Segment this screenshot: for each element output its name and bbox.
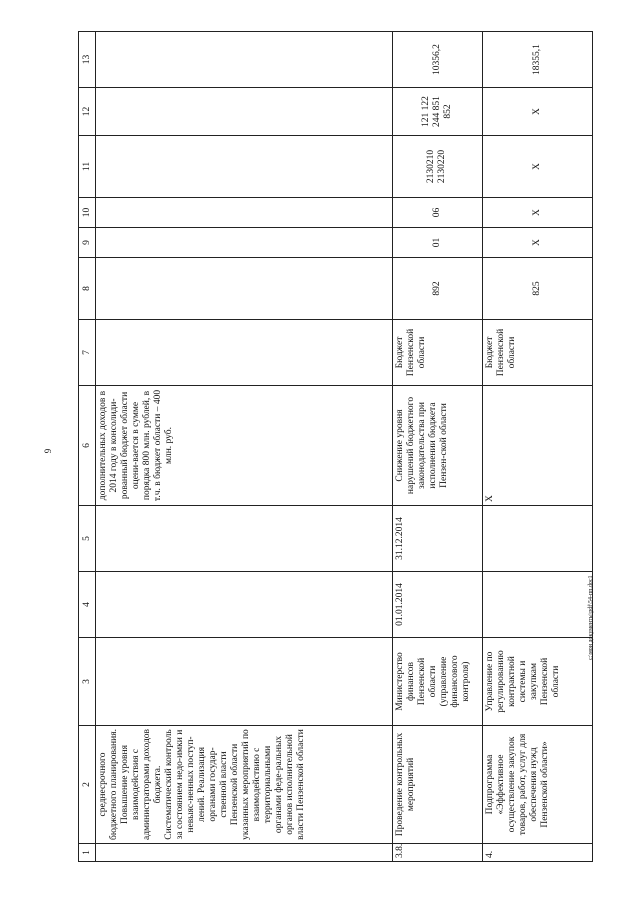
code-grbs [96,258,393,320]
footer-file-path: c:\мои документы\pdf\54-пп.doc1 [588,575,594,660]
code-pr: 06 [392,198,482,228]
expected-result: Х [482,386,592,506]
amount: 18355,1 [482,32,592,88]
code-rz: 01 [392,228,482,258]
table-row-continuation [96,32,393,862]
executor [96,638,393,726]
header-col-7: 7 [79,320,96,386]
executor: Министерство финансов Пензенской области (управление финансового контроля) [392,638,482,726]
code-csr: Х [482,136,592,198]
table-row-3-8 [392,32,482,862]
expected-result: дополнительных доходов в 2014 году в консолиди-рованный бюджет области оцени-вается в сумме порядка 800 млн. рублей, в т.ч. в бюджет области – 400 млн. руб. [96,386,393,506]
program-activities-table [78,31,593,862]
header-col-12: 12 [79,88,96,136]
funding-source: Бюджет Пензенской области [482,320,592,386]
start-date: 01.01.2014 [392,572,482,638]
end-date [482,506,592,572]
start-date [96,572,393,638]
header-col-13: 13 [79,32,96,88]
funding-source [96,320,393,386]
executor: Управление по регулированию контрактной системы и закупкам Пензенской области [482,638,592,726]
amount [96,32,393,88]
header-col-11: 11 [79,136,96,198]
funding-source: Бюджет Пензенской области [392,320,482,386]
code-pr [96,198,393,228]
header-row [79,32,96,862]
end-date: 31.12.2014 [392,506,482,572]
code-vr: 121 122 244 851 852 [392,88,482,136]
code-csr: 2130210 2130220 [392,136,482,198]
row-number: 3.8. [392,844,482,862]
code-vr: Х [482,88,592,136]
header-col-3: 3 [79,638,96,726]
header-col-10: 10 [79,198,96,228]
code-vr [96,88,393,136]
row-number: 4. [482,844,592,862]
expected-result: Снижение уровня нарушений бюджетного законодательства при исполнении бюджета Пензен-ской области [392,386,482,506]
code-grbs: 892 [392,258,482,320]
header-col-1: 1 [79,844,96,862]
page-number: 9 [43,448,53,454]
amount: 10356,2 [392,32,482,88]
start-date [482,572,592,638]
activity-name: Проведение контрольных мероприятий [392,726,482,844]
code-csr [96,136,393,198]
subprogram-name: Подпрограмма «Эффективное осуществление закупок товаров, работ, услуг для обеспечения нужд Пензенской области» [482,726,592,844]
header-col-9: 9 [79,228,96,258]
table-row-4 [482,32,592,862]
header-col-6: 6 [79,386,96,506]
rotated-table-container [78,32,593,862]
end-date [96,506,393,572]
header-col-5: 5 [79,506,96,572]
header-col-2: 2 [79,726,96,844]
code-grbs: 825 [482,258,592,320]
code-pr: Х [482,198,592,228]
code-rz [96,228,393,258]
activity-name: среднесрочного бюджетного планирования. Повышение уровня взаимодействия с администраторами доходов бюджета. Систематический контроль за состоянием недо-имки и невыяс-ненных поступ-лений. Реализация органами государ-ственной власти Пензенской области указанных мероприятий по взаимодействию с территориальными органами феде-ральных органов исполнительной власти Пензенской области [96,726,393,844]
header-col-8: 8 [79,258,96,320]
header-col-4: 4 [79,572,96,638]
code-rz: Х [482,228,592,258]
row-number [96,844,393,862]
